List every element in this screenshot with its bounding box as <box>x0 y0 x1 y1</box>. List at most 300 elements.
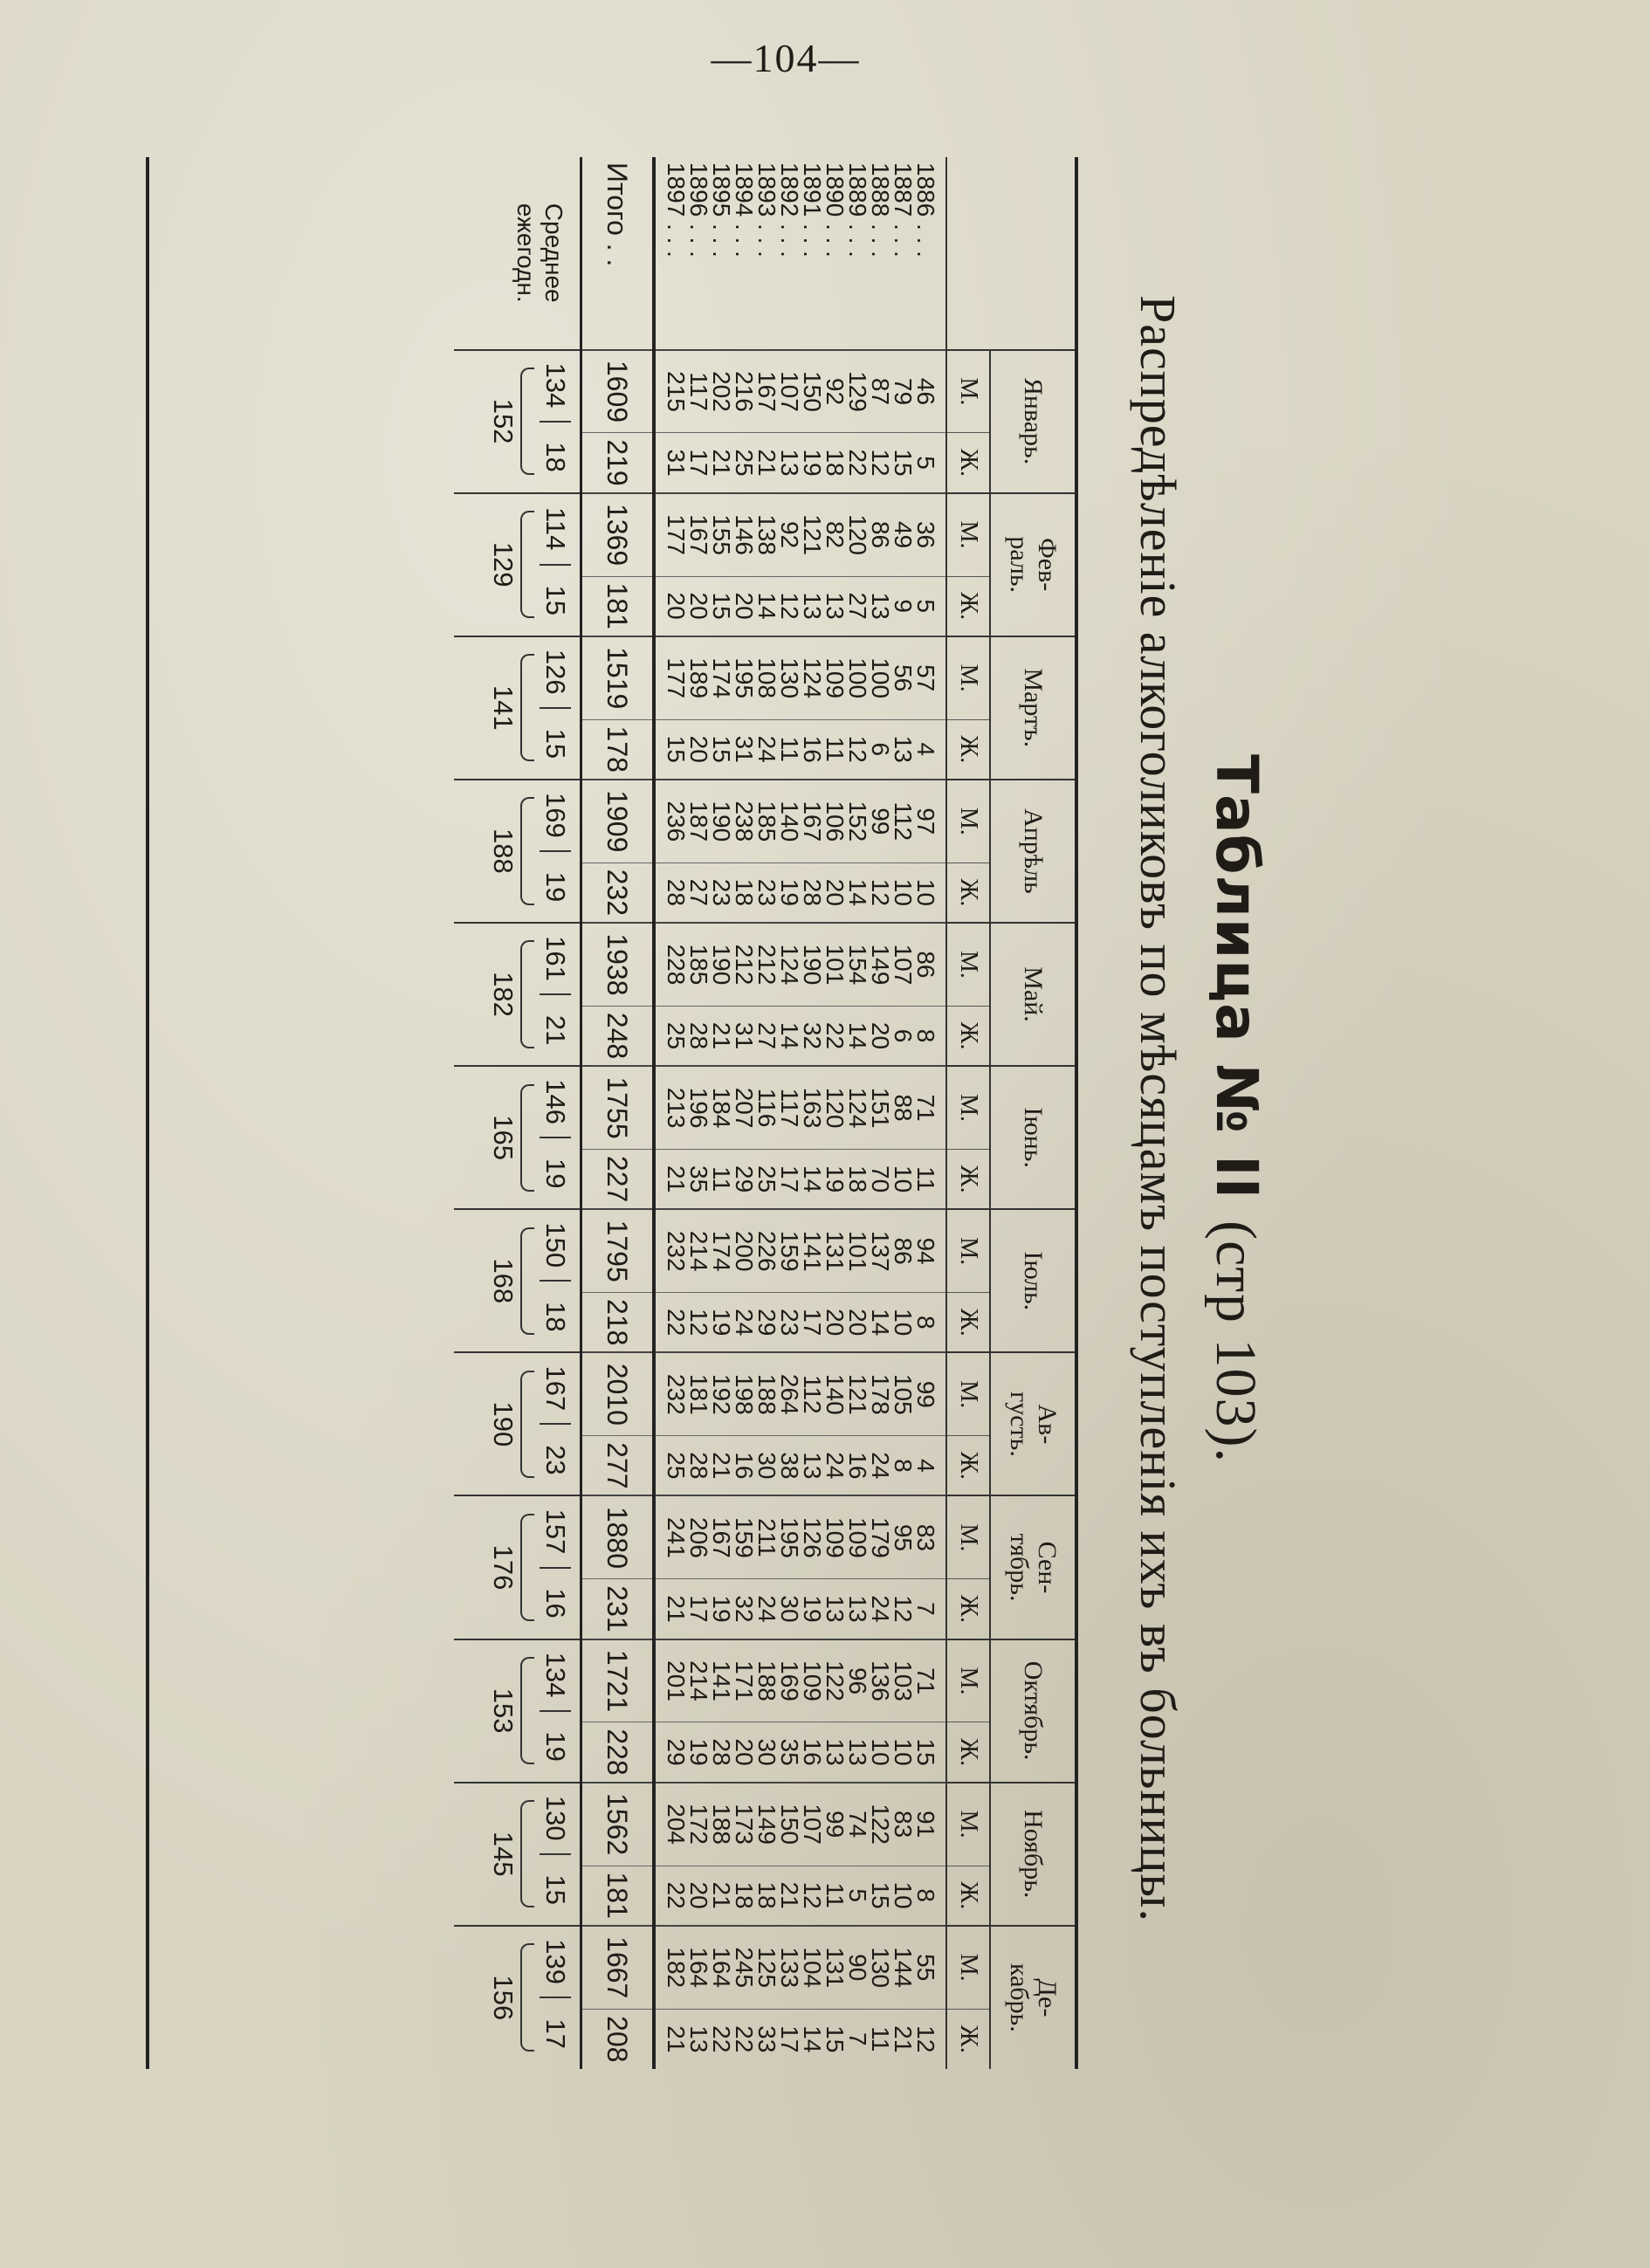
year-header <box>946 157 1075 350</box>
value-cell: 144 <box>891 1926 914 2009</box>
female-header: Ж. <box>946 1006 990 1066</box>
year-cell: 1889 . . . <box>844 162 871 258</box>
month-header-line: густь. <box>1005 1391 1034 1457</box>
value-cell: 24 <box>755 719 778 780</box>
value-cell: 16 <box>801 1722 823 1783</box>
value-cell: 83 <box>891 1783 914 1866</box>
value-cell: 112 <box>891 780 914 863</box>
value-cell: 10 <box>891 863 914 923</box>
average-cell <box>454 780 581 923</box>
value-cell: 15 <box>869 1866 891 1926</box>
month-header-line: Май. <box>1019 966 1048 1022</box>
value-cell: 124 <box>778 923 801 1006</box>
male-header: М. <box>946 350 990 433</box>
total-cell: 232 <box>581 863 655 923</box>
value-cell: 150 <box>801 350 823 433</box>
value-cell: 141 <box>801 1209 823 1292</box>
value-cell: 14 <box>846 863 869 923</box>
value-cell: 94 <box>914 1209 946 1292</box>
admissions-table <box>454 157 1075 2069</box>
value-cell: 121 <box>846 1352 869 1435</box>
total-cell: 181 <box>581 576 655 636</box>
value-cell: 8 <box>914 1866 946 1926</box>
total-cell: 231 <box>581 1579 655 1639</box>
average-female: 15 <box>540 1853 571 1925</box>
average-cell <box>454 350 581 493</box>
male-header: М. <box>946 923 990 1006</box>
value-cell: 120 <box>846 493 869 576</box>
value-cell: 92 <box>823 350 846 433</box>
value-cell: 131 <box>823 1926 846 2009</box>
average-female: 18 <box>540 421 571 492</box>
value-cell: 152 <box>846 780 869 863</box>
year-cell: 1890 . . . <box>822 162 849 258</box>
brace-mark <box>520 1084 534 1192</box>
value-cell: 133 <box>778 1926 801 2009</box>
male-header: М. <box>946 493 990 576</box>
average-male: 146 <box>540 1079 571 1124</box>
value-cell: 124 <box>801 636 823 719</box>
value-cell: 174 <box>710 1209 732 1292</box>
value-cell: 182 <box>654 1926 687 2009</box>
value-cell: 177 <box>654 493 687 576</box>
average-male: 114 <box>540 506 571 551</box>
value-cell: 146 <box>732 493 755 576</box>
value-cell: 22 <box>654 1293 687 1353</box>
value-cell: 104 <box>801 1926 823 2009</box>
value-cell: 10 <box>891 1722 914 1783</box>
value-cell: 149 <box>869 923 891 1006</box>
value-cell: 8 <box>914 1006 946 1066</box>
value-cell: 14 <box>869 1293 891 1353</box>
value-cell: 100 <box>869 636 891 719</box>
female-header: Ж. <box>946 2009 990 2069</box>
value-cell: 27 <box>755 1006 778 1066</box>
value-cell: 215 <box>654 350 687 433</box>
value-cell: 12 <box>801 1866 823 1926</box>
average-male: 134 <box>540 1652 571 1698</box>
brace-mark <box>520 368 534 475</box>
value-cell: 12 <box>687 1293 710 1353</box>
table-row <box>914 157 946 2069</box>
male-header: М. <box>946 1209 990 1292</box>
average-total: 190 <box>488 1401 519 1447</box>
total-cell: 1609 <box>581 350 655 433</box>
table-row <box>891 157 914 2069</box>
female-header: Ж. <box>946 1293 990 1353</box>
value-cell: 164 <box>687 1926 710 2009</box>
month-header <box>990 1783 1075 1926</box>
value-cell: 122 <box>869 1783 891 1866</box>
value-cell: 167 <box>755 350 778 433</box>
average-male: 134 <box>540 362 571 409</box>
value-cell: 20 <box>687 576 710 636</box>
value-cell: 91 <box>914 1783 946 1866</box>
value-cell: 238 <box>732 780 755 863</box>
female-header: Ж. <box>946 433 990 493</box>
value-cell: 21 <box>755 433 778 493</box>
value-cell: 116 <box>755 1066 778 1149</box>
value-cell: 150 <box>778 1783 801 1866</box>
average-total: 156 <box>488 1975 519 2021</box>
value-cell: 92 <box>778 493 801 576</box>
total-cell: 1562 <box>581 1783 655 1866</box>
month-header <box>990 636 1075 780</box>
value-cell: 11 <box>823 1866 846 1926</box>
value-cell: 86 <box>869 493 891 576</box>
value-cell: 109 <box>846 1495 869 1578</box>
value-cell: 14 <box>755 576 778 636</box>
value-cell: 207 <box>732 1066 755 1149</box>
average-cell <box>454 1783 581 1926</box>
value-cell: 10 <box>891 1150 914 1210</box>
value-cell: 169 <box>778 1639 801 1722</box>
value-cell: 202 <box>710 350 732 433</box>
month-header-line: кабрь. <box>1005 1962 1034 2032</box>
year-cell: 1892 . . . <box>776 162 803 258</box>
value-cell: 28 <box>654 863 687 923</box>
average-total: 153 <box>488 1687 519 1734</box>
value-cell: 16 <box>732 1436 755 1496</box>
value-cell: 167 <box>801 780 823 863</box>
value-cell: 90 <box>846 1926 869 2009</box>
value-cell: 187 <box>687 780 710 863</box>
male-header: М. <box>946 780 990 863</box>
month-header-line: Ноябрь. <box>1019 1810 1048 1899</box>
value-cell: 19 <box>687 1722 710 1783</box>
value-cell: 14 <box>778 1006 801 1066</box>
value-cell: 11 <box>914 1150 946 1210</box>
value-cell: 198 <box>732 1352 755 1435</box>
value-cell: 181 <box>687 1352 710 1435</box>
value-cell: 97 <box>914 780 946 863</box>
value-cell: 241 <box>654 1495 687 1578</box>
value-cell: 17 <box>778 1150 801 1210</box>
year-cell: 1897 . . . <box>663 162 690 258</box>
average-total: 182 <box>488 972 519 1017</box>
value-cell: 21 <box>778 1866 801 1926</box>
value-cell: 103 <box>891 1639 914 1722</box>
value-cell: 74 <box>846 1783 869 1866</box>
year-cell: 1888 . . . <box>867 162 894 258</box>
brace-mark <box>520 1657 534 1764</box>
value-cell: 57 <box>914 636 946 719</box>
value-cell: 10 <box>869 1722 891 1783</box>
female-header: Ж. <box>946 1722 990 1783</box>
male-header: М. <box>946 1352 990 1435</box>
value-cell: 212 <box>732 923 755 1006</box>
average-female: 15 <box>540 564 571 636</box>
brace-mark <box>520 1514 534 1621</box>
average-total: 129 <box>488 541 519 588</box>
value-cell: 15 <box>914 1722 946 1783</box>
value-cell: 17 <box>778 2009 801 2069</box>
averages-label-line-2: ежегодн. <box>512 203 540 303</box>
value-cell: 5 <box>914 576 946 636</box>
total-cell: 1880 <box>581 1495 655 1578</box>
value-cell: 29 <box>732 1150 755 1210</box>
value-cell: 15 <box>891 433 914 493</box>
female-header: Ж. <box>946 576 990 636</box>
total-cell: 218 <box>581 1293 655 1353</box>
value-cell: 172 <box>687 1783 710 1866</box>
value-cell: 22 <box>823 1006 846 1066</box>
average-total: 145 <box>488 1831 519 1877</box>
value-cell: 15 <box>710 719 732 780</box>
average-male: 169 <box>540 793 571 838</box>
value-cell: 4 <box>914 719 946 780</box>
average-female: 23 <box>540 1423 571 1495</box>
value-cell: 122 <box>823 1639 846 1722</box>
value-cell: 20 <box>732 576 755 636</box>
year-cell: 1896 . . . <box>685 162 712 258</box>
value-cell: 17 <box>687 433 710 493</box>
value-cell: 18 <box>732 863 755 923</box>
value-cell: 21 <box>710 433 732 493</box>
month-header <box>990 1495 1075 1639</box>
value-cell: 22 <box>846 433 869 493</box>
value-cell: 228 <box>654 923 687 1006</box>
value-cell: 212 <box>755 923 778 1006</box>
value-cell: 87 <box>869 350 891 433</box>
value-cell: 17 <box>801 1293 823 1353</box>
female-header: Ж. <box>946 1436 990 1496</box>
value-cell: 151 <box>869 1066 891 1149</box>
value-cell: 109 <box>801 1639 823 1722</box>
value-cell: 7 <box>846 2009 869 2069</box>
value-cell: 22 <box>732 2009 755 2069</box>
table-row <box>687 157 710 2069</box>
value-cell: 20 <box>846 1293 869 1353</box>
female-header: Ж. <box>946 1866 990 1926</box>
value-cell: 99 <box>914 1352 946 1435</box>
table-subtitle: Распредѣленіе алкоголиковъ по мѣсяцамъ поступленія ихъ въ больницы. <box>1130 295 1186 1922</box>
month-header-row <box>990 157 1075 2069</box>
table-title: Таблица № II <box>1203 753 1270 1200</box>
value-cell: 107 <box>801 1783 823 1866</box>
value-cell: 36 <box>914 493 946 576</box>
value-cell: 17 <box>687 1579 710 1639</box>
value-cell: 12 <box>891 1579 914 1639</box>
value-cell: 188 <box>710 1783 732 1866</box>
female-header: Ж. <box>946 863 990 923</box>
value-cell: 16 <box>846 1436 869 1496</box>
female-header: Ж. <box>946 1150 990 1210</box>
rotated-page-body <box>144 157 1270 2078</box>
total-cell: 1721 <box>581 1639 655 1722</box>
month-header-line: Ав- <box>1033 1404 1062 1445</box>
value-cell: 18 <box>846 1150 869 1210</box>
value-cell: 20 <box>687 719 710 780</box>
value-cell: 13 <box>869 576 891 636</box>
sex-header-row <box>946 157 990 2069</box>
month-header-line: Де- <box>1033 1978 1062 2017</box>
value-cell: 35 <box>687 1150 710 1210</box>
total-cell: 2010 <box>581 1352 655 1435</box>
value-cell: 13 <box>823 1722 846 1783</box>
average-cell <box>454 1352 581 1495</box>
total-cell: 228 <box>581 1722 655 1783</box>
value-cell: 71 <box>914 1639 946 1722</box>
value-cell: 13 <box>846 1722 869 1783</box>
table-row <box>710 157 732 2069</box>
value-cell: 109 <box>823 1495 846 1578</box>
value-cell: 21 <box>654 1150 687 1210</box>
year-cell: 1893 . . . <box>753 162 780 258</box>
male-header: М. <box>946 1926 990 2009</box>
value-cell: 14 <box>846 1006 869 1066</box>
value-cell: 10 <box>891 1866 914 1926</box>
value-cell: 13 <box>801 576 823 636</box>
value-cell: 30 <box>755 1722 778 1783</box>
brace-mark <box>520 1371 534 1478</box>
value-cell: 121 <box>801 493 823 576</box>
value-cell: 107 <box>891 923 914 1006</box>
average-male: 150 <box>540 1222 571 1268</box>
value-cell: 21 <box>710 1866 732 1926</box>
value-cell: 141 <box>710 1639 732 1722</box>
average-cell <box>454 1066 581 1209</box>
value-cell: 21 <box>654 1579 687 1639</box>
averages-row <box>454 157 581 2069</box>
value-cell: 213 <box>654 1066 687 1149</box>
value-cell: 24 <box>869 1436 891 1496</box>
average-cell <box>454 1639 581 1783</box>
total-cell: 178 <box>581 719 655 780</box>
value-cell: 105 <box>891 1352 914 1435</box>
value-cell: 131 <box>823 1209 846 1292</box>
value-cell: 185 <box>687 923 710 1006</box>
month-header <box>990 1209 1075 1352</box>
value-cell: 101 <box>846 1209 869 1292</box>
value-cell: 14 <box>801 2009 823 2069</box>
value-cell: 55 <box>914 1926 946 2009</box>
average-total: 168 <box>488 1258 519 1304</box>
value-cell: 163 <box>801 1066 823 1149</box>
value-cell: 12 <box>846 719 869 780</box>
value-cell: 100 <box>846 636 869 719</box>
month-header <box>990 780 1075 923</box>
value-cell: 25 <box>732 433 755 493</box>
month-header-line: Іюль. <box>1019 1251 1048 1311</box>
value-cell: 46 <box>914 350 946 433</box>
year-cell: 1894 . . . <box>731 162 758 258</box>
month-header-line: Апрѣль <box>1019 808 1048 894</box>
value-cell: 11 <box>823 719 846 780</box>
value-cell: 149 <box>755 1783 778 1866</box>
brace-mark <box>520 1943 534 2052</box>
value-cell: 190 <box>710 923 732 1006</box>
value-cell: 20 <box>732 1722 755 1783</box>
value-cell: 200 <box>732 1209 755 1292</box>
value-cell: 70 <box>869 1150 891 1210</box>
value-cell: 31 <box>732 719 755 780</box>
value-cell: 20 <box>869 1006 891 1066</box>
value-cell: 11 <box>869 2009 891 2069</box>
value-cell: 15 <box>654 719 687 780</box>
value-cell: 23 <box>778 1293 801 1353</box>
brace-mark <box>520 511 534 618</box>
table-row <box>732 157 755 2069</box>
value-cell: 88 <box>891 1066 914 1149</box>
value-cell: 28 <box>687 1436 710 1496</box>
value-cell: 86 <box>891 1209 914 1292</box>
table-row <box>823 157 846 2069</box>
value-cell: 19 <box>801 1579 823 1639</box>
value-cell: 126 <box>801 1495 823 1578</box>
value-cell: 159 <box>778 1209 801 1292</box>
value-cell: 19 <box>778 863 801 923</box>
average-cell <box>454 636 581 780</box>
value-cell: 18 <box>823 433 846 493</box>
value-cell: 35 <box>778 1722 801 1783</box>
value-cell: 164 <box>710 1926 732 2009</box>
value-cell: 18 <box>755 1866 778 1926</box>
brace-mark <box>520 797 534 904</box>
value-cell: 24 <box>823 1436 846 1496</box>
total-cell: 248 <box>581 1006 655 1066</box>
value-cell: 15 <box>823 2009 846 2069</box>
totals-label: Итого . . <box>581 157 655 350</box>
month-header-line: Сен- <box>1033 1541 1062 1594</box>
year-cell: 1891 . . . <box>799 162 826 258</box>
male-header: М. <box>946 1639 990 1722</box>
value-cell: 12 <box>869 863 891 923</box>
value-cell: 195 <box>732 636 755 719</box>
value-cell: 13 <box>801 1436 823 1496</box>
value-cell: 24 <box>732 1293 755 1353</box>
value-cell: 20 <box>823 1293 846 1353</box>
month-header-line: тябрь. <box>1005 1533 1034 1602</box>
value-cell: 117 <box>778 1066 801 1149</box>
value-cell: 13 <box>846 1579 869 1639</box>
value-cell: 264 <box>778 1352 801 1435</box>
value-cell: 25 <box>654 1436 687 1496</box>
value-cell: 16 <box>801 719 823 780</box>
table-row <box>869 157 891 2069</box>
average-male: 130 <box>540 1795 571 1841</box>
average-cell <box>454 1209 581 1352</box>
value-cell: 28 <box>687 1006 710 1066</box>
month-header-line: раль. <box>1005 536 1034 594</box>
value-cell: 204 <box>654 1783 687 1866</box>
value-cell: 83 <box>914 1495 946 1578</box>
value-cell: 190 <box>801 923 823 1006</box>
value-cell: 7 <box>914 1579 946 1639</box>
month-header-line: Октябрь. <box>1019 1660 1048 1761</box>
value-cell: 173 <box>732 1783 755 1866</box>
month-header <box>990 1926 1075 2069</box>
value-cell: 211 <box>755 1495 778 1578</box>
value-cell: 13 <box>823 1579 846 1639</box>
value-cell: 18 <box>732 1866 755 1926</box>
value-cell: 71 <box>914 1066 946 1149</box>
male-header: М. <box>946 1495 990 1578</box>
value-cell: 226 <box>755 1209 778 1292</box>
value-cell: 25 <box>654 1006 687 1066</box>
average-cell <box>454 1495 581 1639</box>
value-cell: 23 <box>710 863 732 923</box>
totals-row <box>581 157 655 2069</box>
value-cell: 192 <box>710 1352 732 1435</box>
total-cell: 1909 <box>581 780 655 863</box>
table-row <box>654 157 687 2069</box>
month-header <box>990 350 1075 493</box>
average-total: 165 <box>488 1115 519 1161</box>
value-cell: 13 <box>687 2009 710 2069</box>
value-cell: 196 <box>687 1066 710 1149</box>
total-cell: 1369 <box>581 493 655 576</box>
